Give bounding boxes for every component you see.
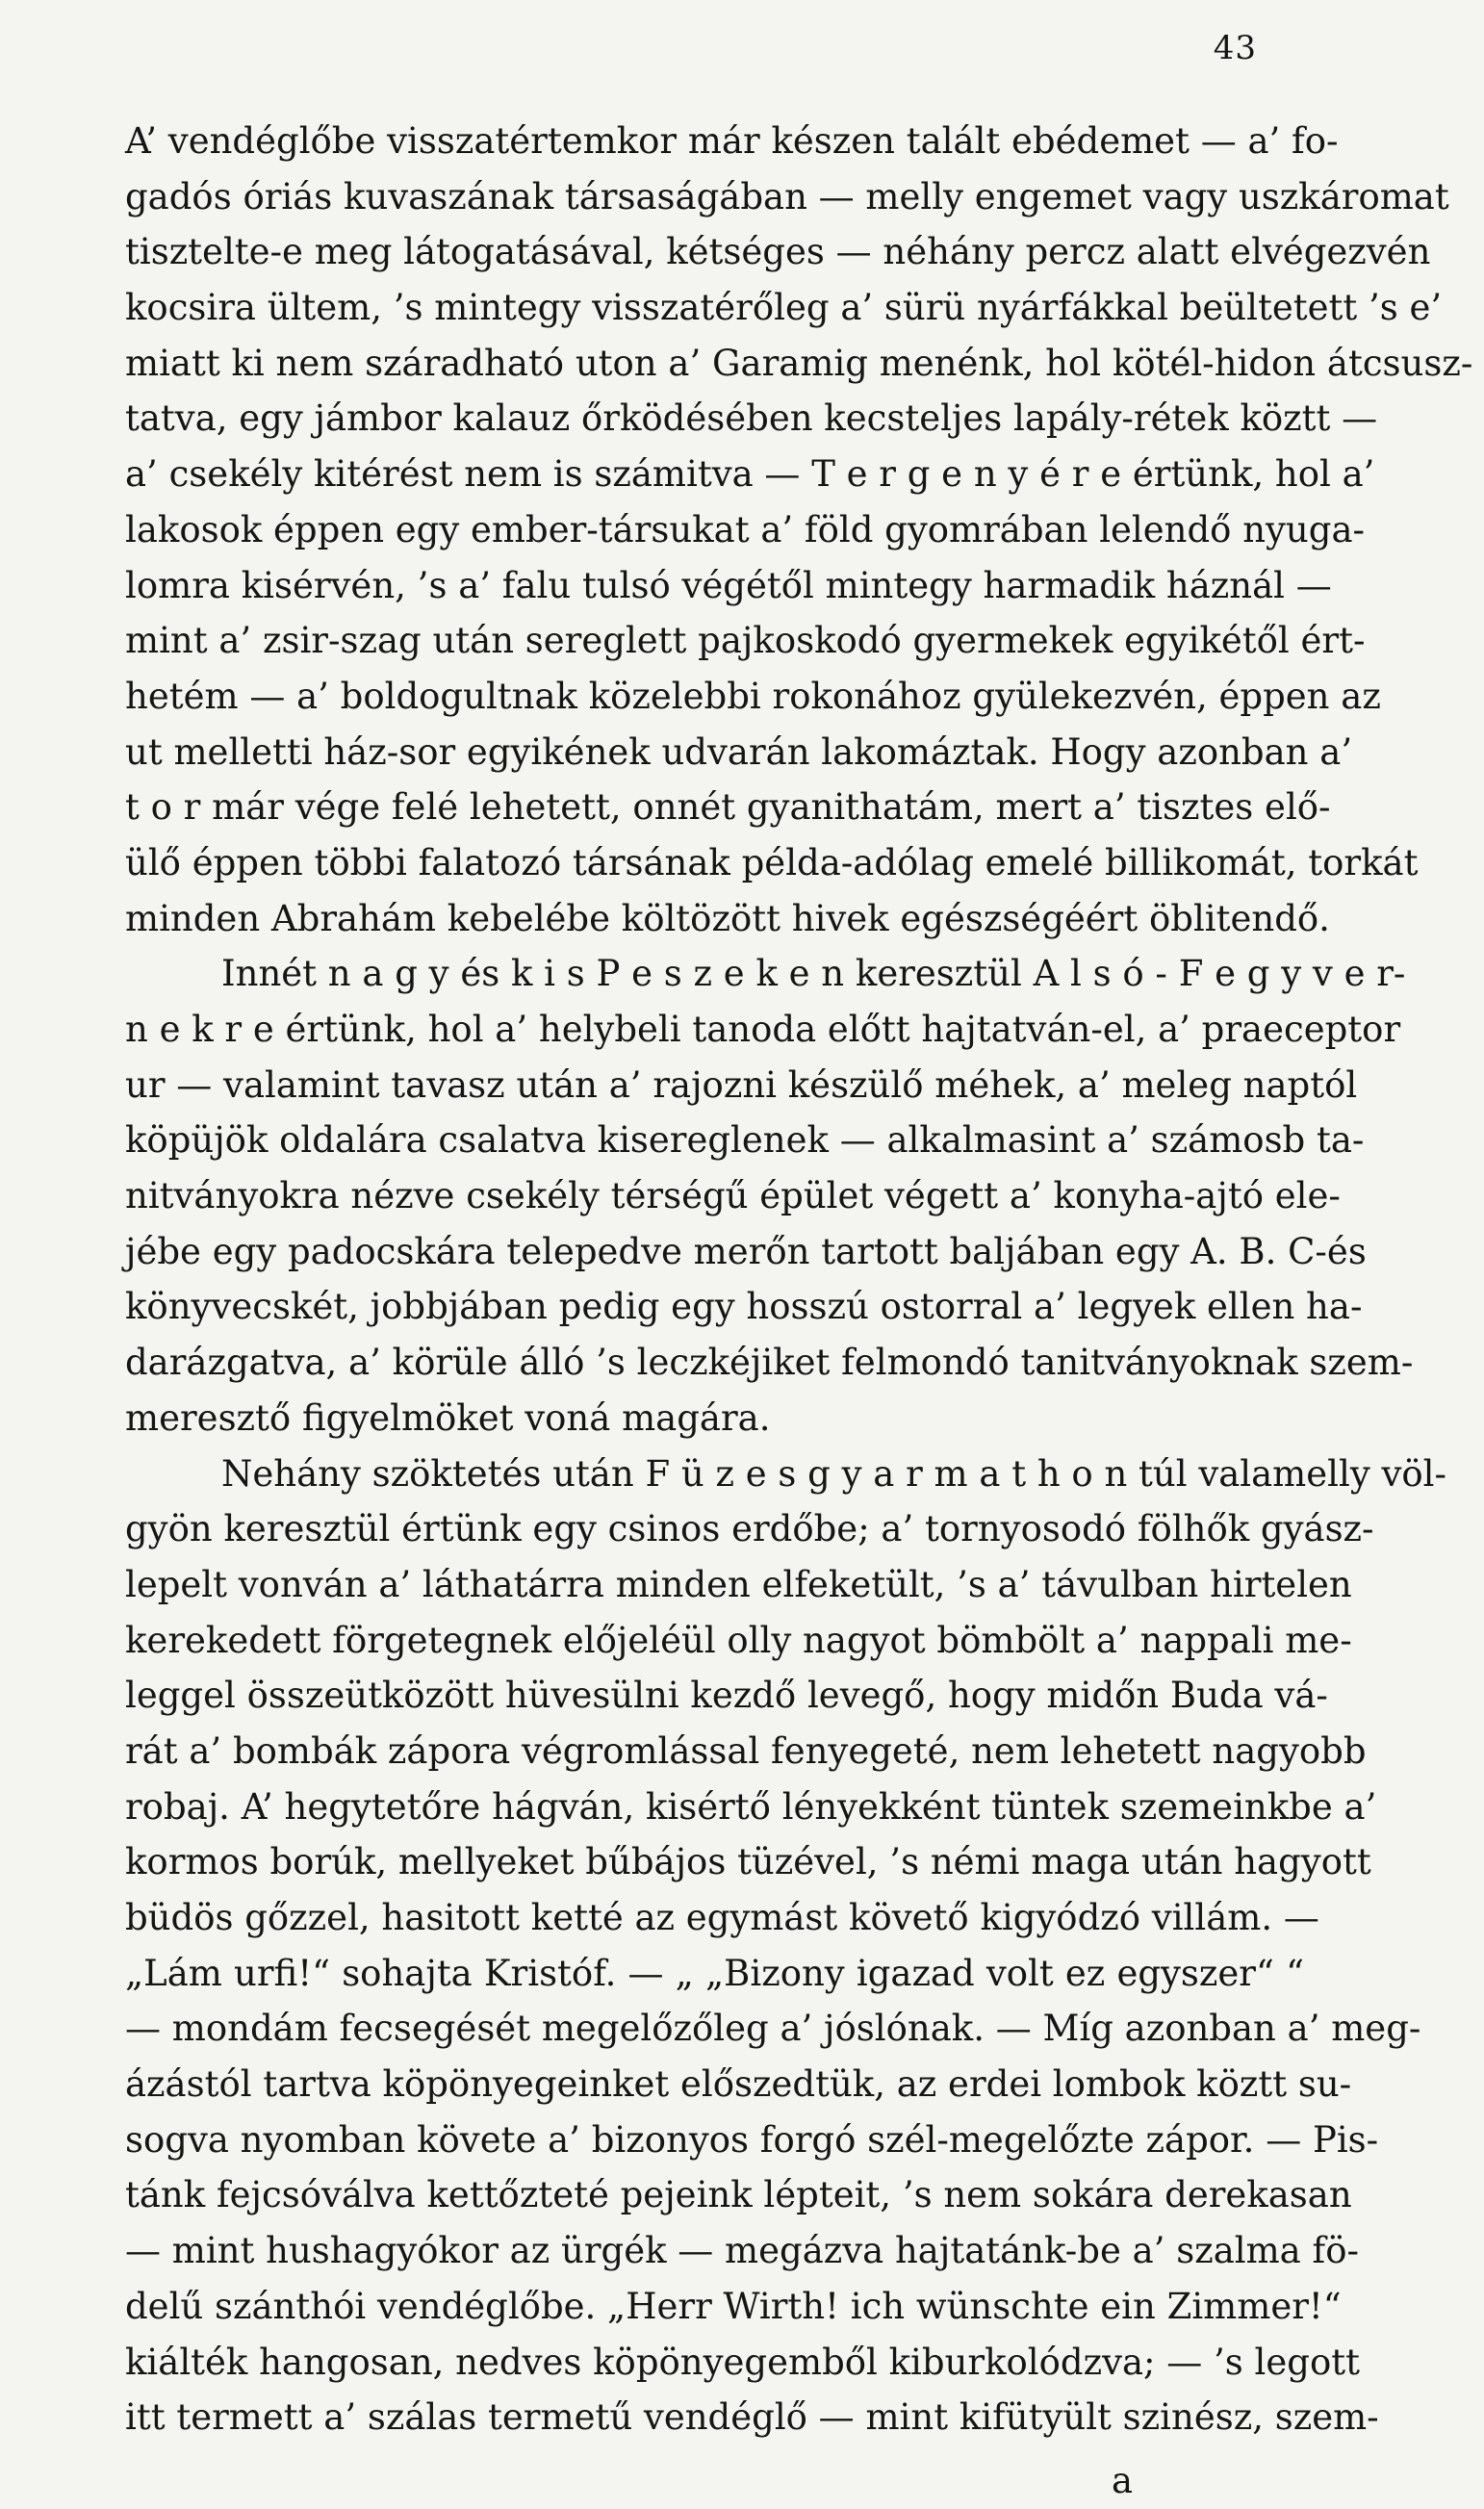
- text-line: „Lám urfi!“ sohajta Kristóf. — „ „Bizony igazad volt ez egyszer“ “: [125, 1952, 1304, 1994]
- text-line: kerekedett förgetegnek előjeléül olly nagyot bömbölt a’ nappali me-: [125, 1619, 1352, 1661]
- catchword: a: [1112, 2459, 1134, 2501]
- text-line: robaj. A’ hegytetőre hágván, kisértő lényekként tüntek szemeinkbe a’: [125, 1785, 1377, 1828]
- text-line: jébe egy padocskára telepedve merőn tartott baljában egy A. B. C-és: [125, 1230, 1367, 1272]
- text-line: lomra kisérvén, ’s a’ falu tulsó végétől mintegy harmadik háznál —: [125, 564, 1332, 606]
- text-line: delű szánthói vendéglőbe. „Herr Wirth! ich wünschte ein Zimmer!“: [125, 2285, 1342, 2327]
- text-line: — mondám fecsegését megelőzőleg a’ jóslónak. — Míg azonban a’ meg-: [125, 2008, 1421, 2050]
- text-line: miatt ki nem száradható uton a’ Garamig menénk, hol kötél-hidon átcsusz-: [125, 342, 1473, 384]
- text-line: minden Abrahám kebelébe költözött hivek egészségéért öblitendő.: [125, 897, 1330, 939]
- text-line: sogva nyomban követe a’ bizonyos forgó szél-megelőzte zápor. — Pis-: [125, 2118, 1379, 2161]
- text-line: ázástól tartva köpönyegeinket előszedtük, az erdei lombok köztt su-: [125, 2063, 1352, 2106]
- text-line: ut melletti ház-sor egyikének udvarán lakomáztak. Hogy azonban a’: [125, 730, 1353, 773]
- text-line: meresztő figyelmöket voná magára.: [125, 1396, 771, 1439]
- text-line: tánk fejcsóválva kettőzteté pejeink lépteit, ’s nem sokára derekasan: [125, 2174, 1352, 2216]
- text-line: tisztelte-e meg látogatásával, kétséges — néhány percz alatt elvégezvén: [125, 231, 1431, 273]
- text-line: leggel összeütközött hüvesülni kezdő levegő, hogy midőn Buda vá-: [125, 1675, 1328, 1717]
- text-line: t o r már vége felé lehetett, onnét gyanithatám, mert a’ tisztes elő-: [125, 786, 1331, 829]
- text-line: darázgatva, a’ körüle álló ’s leczkéjiket felmondó tanitványoknak szem-: [125, 1342, 1414, 1384]
- text-line: — mint hushagyókor az ürgék — megázva hajtatánk-be a’ szalma fö-: [125, 2230, 1359, 2272]
- text-line: itt termett a’ szálas termetű vendéglő — mint kifütyült szinész, szem-: [125, 2396, 1379, 2439]
- text-line: lakosok éppen egy ember-társukat a’ föld gyomrában lelendő nyuga-: [125, 508, 1366, 550]
- page-number: 43: [1213, 29, 1257, 67]
- text-line: ur — valamint tavasz után a’ rajozni készülő méhek, a’ meleg naptól: [125, 1063, 1358, 1106]
- body-text: [125, 114, 1473, 2509]
- text-line: kiálték hangosan, nedves köpönyegemből kiburkolódzva; — ’s legott: [125, 2341, 1360, 2383]
- text-line: gyön keresztül értünk egy csinos erdőbe; a’ tornyosodó fölhők gyász-: [125, 1508, 1374, 1550]
- text-line: gadós óriás kuvaszának társaságában — melly engemet vagy uszkáromat: [125, 175, 1449, 218]
- text-line: lepelt vonván a’ láthatárra minden elfeketült, ’s a’ távulban hirtelen: [125, 1563, 1352, 1605]
- text-line: kocsira ültem, ’s mintegy visszatérőleg a’ sürü nyárfákkal beültetett ’s e’: [125, 287, 1443, 329]
- text-line: Innét n a g y és k i s P e s z e k e n keresztül A l s ó - F e g y v e r-: [221, 953, 1406, 995]
- text-line: n e k r e értünk, hol a’ helybeli tanoda előtt hajtatván-el, a’ praeceptor: [125, 1009, 1401, 1050]
- text-line: rát a’ bombák zápora végromlással fenyegeté, nem lehetett nagyobb: [125, 1729, 1367, 1772]
- text-line: hetém — a’ boldogultnak közelebbi rokonához gyülekezvén, éppen az: [125, 675, 1381, 717]
- text-line: ülő éppen többi falatozó társának példa-adólag emelé billikomát, torkát: [125, 841, 1419, 883]
- text-line: mint a’ zsir-szag után sereglett pajkoskodó gyermekek egyikétől ért-: [125, 620, 1366, 662]
- text-line: könyvecskét, jobbjában pedig egy hosszú ostorral a’ legyek ellen ha-: [125, 1286, 1363, 1328]
- text-line: köpüjök oldalára csalatva kisereglenek — alkalmasint a’ számosb ta-: [125, 1119, 1365, 1162]
- text-line: nitványokra nézve csekély térségű épület végett a’ konyha-ajtó ele-: [125, 1175, 1341, 1217]
- text-line: büdös gőzzel, hasitott ketté az egymást követő kigyódzó villám. —: [125, 1897, 1319, 1938]
- text-line: kormos borúk, mellyeket bűbájos tüzével, ’s némi maga után hagyott: [125, 1841, 1371, 1883]
- text-line: tatva, egy jámbor kalauz őrködésében kecsteljes lapály-rétek köztt —: [125, 397, 1378, 440]
- text-line: A’ vendéglőbe visszatértemkor már készen talált ebédemet — a’ fo-: [125, 120, 1339, 162]
- text-line: a’ csekély kitérést nem is számitva — T e r g e n y é r e értünk, hol a’: [125, 453, 1375, 496]
- text-line: Nehány szöktetés után F ü z e s g y a r m a t h o n túl valamelly völ-: [221, 1452, 1447, 1495]
